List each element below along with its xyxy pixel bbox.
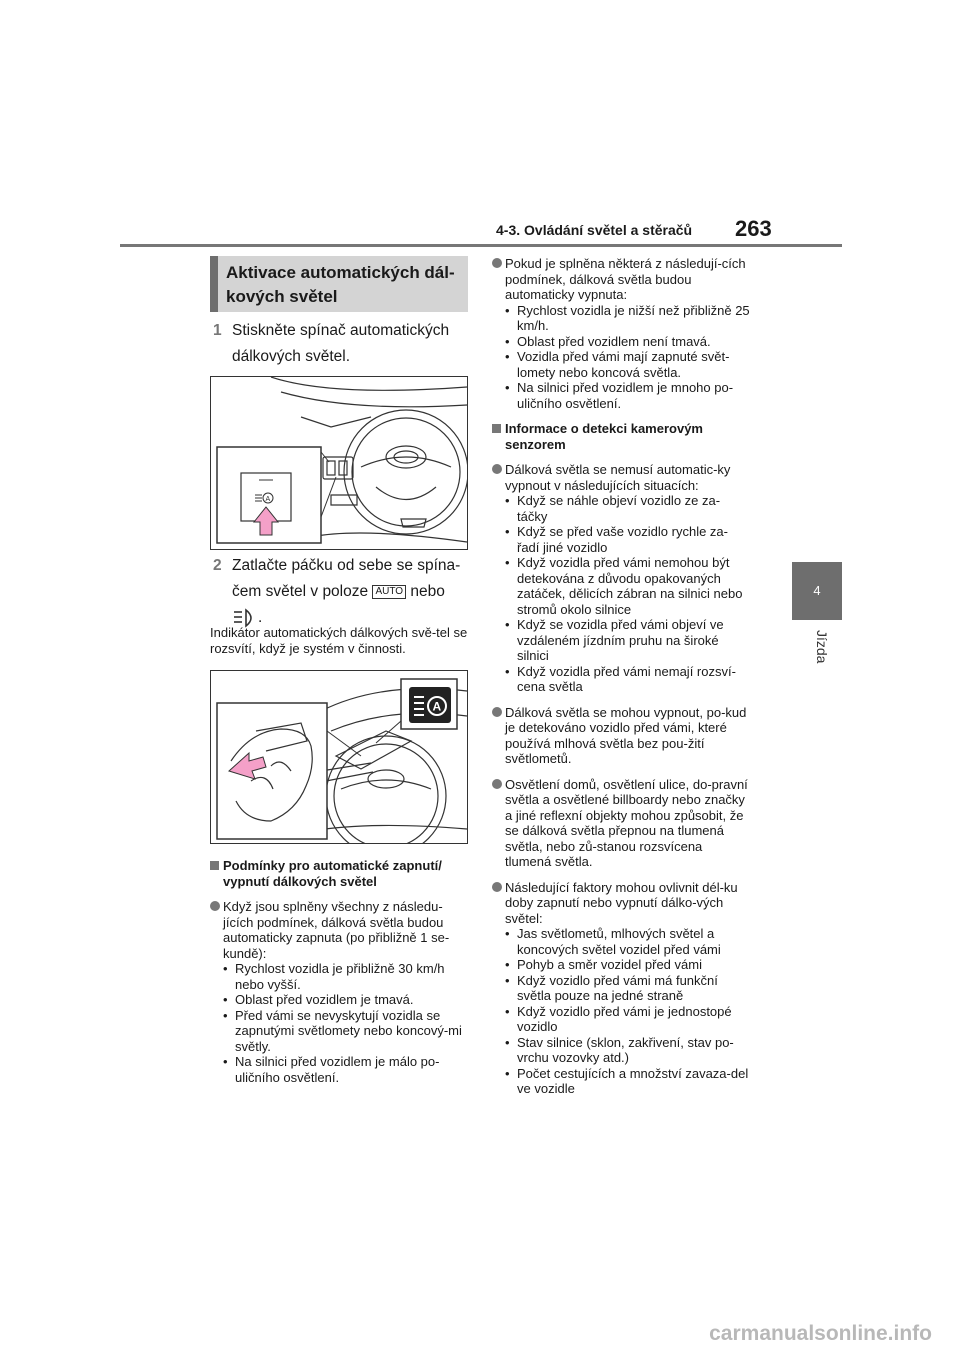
list-item: • Když vozidla před vámi nemohou být detekována z důvodu opakovaných zatáček, dělicích zábran na silnici nebo stromů okolo silnice	[492, 555, 750, 617]
square-bullet-icon	[492, 424, 501, 433]
step-text: Zatlačte páčku od sebe se spína-čem světel v poloze	[232, 557, 461, 600]
svg-text:A: A	[432, 699, 442, 714]
paragraph-text: Osvětlení domů, osvětlení ulice, do-pravní světla a osvětlené billboardy nebo značky a jiné reflexní objekty mohou způsobit, že se dálková světla přepnou na tlumená světla, nebo zů-stanou rozsvícena tlumená světla.	[505, 776, 748, 869]
round-bullet-icon	[210, 901, 220, 911]
list-item: • Rychlost vozidla je přibližně 30 km/h nebo vyšší.	[210, 961, 468, 992]
step-number: 2	[213, 557, 222, 574]
round-bullet-icon	[492, 882, 502, 892]
indicator-note: Indikátor automatických dálkových svě-tel se rozsvítí, když je systém v činnosti.	[210, 625, 468, 656]
step-2	[213, 553, 471, 631]
list-item: • Pohyb a směr vozidel před vámi	[492, 957, 750, 973]
list-item: • Jas světlometů, mlhových světel a koncových světel vozidel před vámi	[492, 926, 750, 957]
list-item: • Když se náhle objeví vozidlo ze za-táčky	[492, 493, 750, 524]
section-title: Aktivace automatických dál-kových světel	[210, 256, 468, 312]
figure-auto-high-beam-switch	[210, 376, 468, 550]
paragraph-text: Dálková světla se nemusí automatic-ky vypnout v následujících situacích:	[505, 462, 731, 493]
reflective-objects-paragraph	[492, 777, 750, 870]
subheading-text: Informace o detekci kamerovým senzorem	[505, 421, 703, 452]
list-item: • Když vozidlo před vámi má funkční světla pouze na jedné straně	[492, 973, 750, 1004]
step-number: 1	[213, 322, 222, 339]
lever-illustration	[211, 671, 467, 843]
list-item: • Když se před vaše vozidlo rychle za-řadí jiné vozidlo	[492, 524, 750, 555]
step-text-end: .	[258, 609, 263, 626]
round-bullet-icon	[492, 779, 502, 789]
left-column	[210, 858, 468, 1085]
list-item: • Rychlost vozidla je nižší než přibližně 25 km/h.	[492, 303, 750, 334]
step-1	[213, 318, 471, 370]
paragraph-text: Když jsou splněny všechny z následu-jících podmínek, dálková světla budou automaticky zapnuta (po přibližně 1 se-kundě):	[223, 899, 450, 961]
list-item: • Oblast před vozidlem není tmavá.	[492, 334, 750, 350]
dashboard-illustration	[211, 377, 467, 549]
svg-text:A: A	[265, 496, 271, 503]
conditions-paragraph	[210, 899, 468, 961]
list-item: • Na silnici před vozidlem je mnoho po-uličního osvětlení.	[492, 380, 750, 411]
list-item: • Oblast před vozidlem je tmavá.	[210, 992, 468, 1008]
round-bullet-icon	[492, 464, 502, 474]
chapter-label: Jízda	[814, 630, 830, 664]
timing-factors-paragraph	[492, 880, 750, 927]
footer-watermark: carmanualsonline.info	[709, 1322, 932, 1345]
round-bullet-icon	[492, 707, 502, 717]
paragraph-text: Pokud je splněna některá z následují-cích podmínek, dálková světla budou automaticky vypnuta:	[505, 256, 746, 302]
subheading-camera	[492, 421, 750, 452]
subheading-conditions	[210, 858, 468, 889]
list-item: • Počet cestujících a množství zavaza-del ve vozidle	[492, 1066, 750, 1097]
list-item: • Před vámi se nevyskytují vozidla se zapnutými světlomety nebo koncový-mi světly.	[210, 1008, 468, 1055]
square-bullet-icon	[210, 861, 219, 870]
list-item: • Když vozidla před vámi nemají rozsví-cena světla	[492, 664, 750, 695]
fog-light-paragraph	[492, 705, 750, 767]
off-conditions-paragraph	[492, 256, 750, 303]
figure-lever-push	[210, 670, 468, 844]
auto-position-icon: AUTO	[372, 585, 406, 599]
subheading-text: Podmínky pro automatické zapnutí/ vypnutí dálkových světel	[223, 858, 442, 889]
list-item: • Když se vozidla před vámi objeví ve vzdáleném jízdním pruhu na široké silnici	[492, 617, 750, 664]
list-item: • Vozidla před vámi mají zapnuté svět-lomety nebo koncová světla.	[492, 349, 750, 380]
may-not-switch-paragraph	[492, 462, 750, 493]
step-text-mid: nebo	[410, 583, 445, 600]
step-text: Stiskněte spínač automatických dálkových světel.	[232, 322, 450, 365]
right-column	[492, 256, 750, 1107]
list-item: • Když vozidlo před vámi je jednostopé vozidlo	[492, 1004, 750, 1035]
header-rule	[120, 244, 842, 247]
list-item: • Stav silnice (sklon, zakřivení, stav po-vrchu vozovky atd.)	[492, 1035, 750, 1066]
running-header-title: 4-3. Ovládání světel a stěračů	[496, 222, 693, 238]
chapter-tab: 4	[792, 562, 842, 620]
page-number: 263	[735, 216, 772, 241]
list-item: • Na silnici před vozidlem je málo po-uličního osvětlení.	[210, 1054, 468, 1085]
paragraph-text: Následující faktory mohou ovlivnit dél-ku doby zapnutí nebo vypnutí dálko-vých světel:	[505, 879, 738, 926]
round-bullet-icon	[492, 258, 502, 268]
paragraph-text: Dálková světla se mohou vypnout, po-kud je detekováno vozidlo před vámi, které používá mlhová světla bez pou-žití světlometů.	[505, 704, 747, 766]
